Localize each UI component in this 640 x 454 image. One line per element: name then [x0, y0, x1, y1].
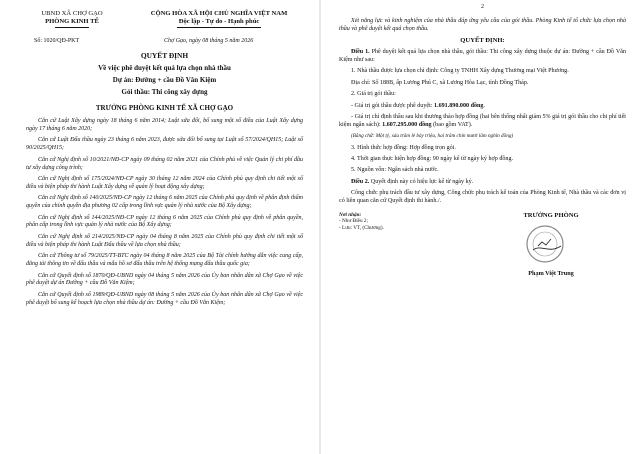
signer-block [491, 211, 611, 277]
legal-basis: Căn cứ Nghị định số 144/2025/NĐ-CP ngày 12 tháng 6 năm 2025 của Chính phủ quy định về phân quyền, phân cấp trong lĩnh vực quản lý nhà nước của Bộ Xây dựng; [26, 214, 303, 229]
authority-heading: TRƯỞNG PHÒNG KINH TẾ XÃ CHỢ GẠO [95, 104, 234, 112]
negotiated-price-value: 1.607.295.000 đồng [382, 121, 432, 128]
recipients [339, 212, 384, 232]
item-price: 2. Giá trị gói thầu: [351, 91, 396, 98]
page-1 [0, 0, 319, 454]
item-duration: 4. Thời gian thực hiện hợp đồng: 90 ngày kể từ ngày ký hợp đồng. [351, 155, 514, 162]
contractor-address: Địa chỉ: Số 188B, ấp Lương Phú C, xã Lương Hòa Lạc, tỉnh Đồng Tháp. [351, 79, 529, 86]
recipient-item: - Lưu: VT, (Chương). [339, 224, 384, 231]
intro-paragraph: Xét năng lực và kinh nghiệm của nhà thầu đáp ứng yêu cầu của gói thầu. Phòng Kinh tế tổ chức lựa chọn nhà thầu và phê duyệt kết quả chọn thầu. [339, 17, 626, 32]
signer-name: Phạm Việt Trung [528, 269, 574, 277]
place-date: Chợ Gạo, ngày 08 tháng 5 năm 2026 [164, 38, 254, 44]
item-contractor: 1. Nhà thầu được lựa chọn chỉ định: Công ty TNHH Xây dựng Thương mại Việt Phương. [351, 68, 569, 75]
approved-price-end: . [483, 102, 485, 109]
legal-bases [26, 118, 303, 308]
item-funding: 5. Nguồn vốn: Ngân sách nhà nước. [351, 167, 439, 174]
article-1-text: Phê duyệt kết quả lựa chọn nhà thầu, gói thầu: Thi công xây dựng thuộc dự án: Đường + cầu Đồ Văn Kiệm như sau: [339, 49, 626, 63]
document-number: Số: 1020/QĐ-PKT [34, 38, 80, 44]
national-motto [134, 10, 304, 28]
price-in-words: (Bằng chữ: Một tỷ, sáu trăm lẻ bảy triệu, hai trăm chín mươi lăm nghìn đồng) [351, 133, 514, 140]
item-contract-type: 3. Hình thức hợp đồng: Hợp đồng trọn gói. [351, 144, 456, 151]
signer-position: TRƯỞNG PHÒNG [523, 211, 579, 219]
legal-basis: Căn cứ Quyết định số 1989/QĐ-UBND ngày 08 tháng 5 năm 2026 của Ủy ban nhân dân xã Chợ Gạo về việc phê duyệt bổ sung kế hoạch lựa chọn nhà thầu dự án: Đường + cầu Đồ Văn Kiệm; [26, 291, 303, 306]
decision-heading: QUYẾT ĐỊNH: [460, 37, 505, 45]
agency-line-1: UBND XÃ CHỢ GẠO [41, 10, 103, 17]
approved-price [339, 103, 626, 111]
recipient-item: - Như Điều 2; [339, 218, 368, 225]
legal-basis: Căn cứ Nghị định số 175/2024/NĐ-CP ngày 30 tháng 12 năm 2024 của Chính phủ quy định chi tiết một số điều và biện pháp thi hành Luật Xây dựng về quản lý hoạt động xây dựng; [26, 175, 303, 190]
signature-block [339, 212, 626, 302]
closing-paragraph: Công chức phụ trách đầu tư xây dựng, Công chức phụ trách kế toán của Phòng Kinh tế, Nhà thầu và các đơn vị có liên quan căn cứ Quyết định thi hành./. [339, 190, 626, 204]
document-title: QUYẾT ĐỊNH [140, 51, 189, 60]
approved-price-value: 1.691.890.000 đồng [434, 102, 484, 109]
agency-line-2: PHÒNG KINH TẾ [45, 18, 99, 25]
legal-basis: Căn cứ Thông tư số 79/2025/TT-BTC ngày 04 tháng 8 năm 2025 của Bộ Tài chính hướng dẫn việc cung cấp, đăng tải thông tin về đấu thầu và mẫu hồ sơ đấu thầu trên hệ thống mạng đấu thầu quốc gia; [26, 253, 303, 268]
legal-basis: Căn cứ Nghị định số 10/2021/NĐ-CP ngày 09 tháng 02 năm 2021 của Chính phủ về việc Quản lý chi phí đầu tư xây dựng công trình; [26, 156, 303, 171]
legal-basis: Căn cứ Nghị định số 140/2025/NĐ-CP ngày 12 tháng 6 năm 2025 của Chính phủ quy định về phân định thẩm quyền của chính quyền địa phương 02 cấp trong lĩnh vực quản lý nhà nước của Bộ Xây dựng; [26, 195, 303, 210]
nation-line-1: CỘNG HÒA XÃ HỘI CHỦ NGHĨA VIỆT NAM [150, 10, 288, 17]
article-2 [339, 179, 626, 187]
project-name: Dự án: Đường + cầu Đồ Văn Kiệm [112, 76, 217, 84]
official-seal-icon [525, 224, 565, 264]
page-number: 2 [481, 4, 484, 10]
document-subject: Về việc phê duyệt kết quả lựa chọn nhà thầu [98, 64, 231, 72]
recipients-heading: Nơi nhận: [339, 211, 362, 218]
article-2-text: Quyết định này có hiệu lực kể từ ngày ký. [369, 178, 474, 185]
legal-basis: Căn cứ Quyết định số 1870/QĐ-UBND ngày 04 tháng 5 năm 2026 của Ủy ban nhân dân xã Chợ Gạo về việc phê duyệt dự án Đường + cầu Đồ Văn Kiệm; [26, 272, 303, 287]
article-1-label: Điều 1. [351, 49, 370, 56]
negotiated-price [339, 114, 626, 130]
approved-price-label: - Giá trị gói thầu được phê duyệt: [351, 102, 435, 109]
legal-basis: Căn cứ Luật Xây dựng ngày 18 tháng 6 năm 2014; Luật sửa đổi, bổ sung một số điều của Luật Xây dựng ngày 17 tháng 6 năm 2020; [26, 118, 303, 132]
package-name: Gói thầu: Thi công xây dựng [121, 88, 208, 96]
legal-basis: Căn cứ Luật Đấu thầu ngày 23 tháng 6 năm 2023, được sửa đổi bổ sung tại Luật số 57/2024/QH15; Luật số 90/2025/QH15; [26, 137, 303, 152]
nation-line-2: Độc lập - Tự do - Hạnh phúc [178, 18, 260, 25]
issuing-agency [26, 10, 118, 31]
page-2 [321, 0, 640, 454]
article-1 [339, 49, 626, 65]
negotiated-price-label: - Giá trị chỉ định thầu sau khi thương thảo hợp đồng (hai bên thống nhất giảm 5% giá trị gói thầu cho chi phí tiết kiệm ngân sách): [339, 113, 626, 128]
document-header [26, 8, 303, 48]
legal-basis: Căn cứ Nghị định số 214/2025/NĐ-CP ngày 04 tháng 8 năm 2025 của Chính phủ quy định chi tiết một số điều và biện pháp thi hành Luật Đấu thầu về lựa chọn nhà thầu; [26, 233, 303, 248]
article-2-label: Điều 2. [351, 178, 370, 185]
agency-underline [55, 27, 89, 28]
motto-underline [177, 27, 261, 28]
negotiated-price-end: (bao gồm VAT). [431, 121, 473, 128]
